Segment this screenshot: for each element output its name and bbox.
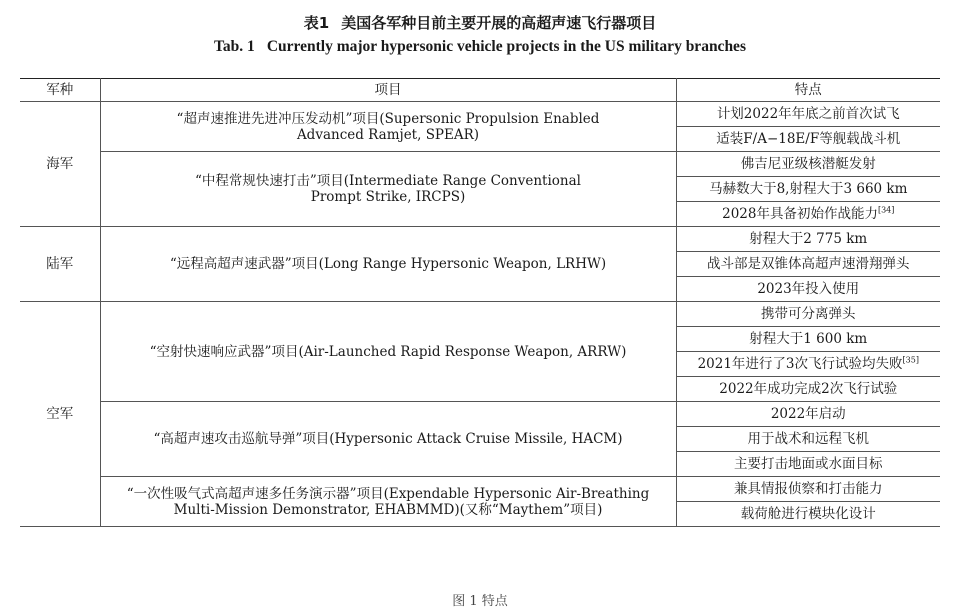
table-number-en: Tab. 1 [214, 38, 255, 55]
table-number-cn: 表1 [303, 14, 330, 32]
header-features: 特点 [676, 79, 940, 102]
table-row [20, 477, 940, 502]
project-name-line: “高超声速攻击巡航导弹”项目(Hypersonic Attack Cruise Missile, HACM) [153, 431, 623, 447]
feature-cell [676, 377, 940, 402]
table-row [20, 227, 940, 252]
feature-text: 射程大于1 600 km [749, 331, 868, 347]
header-project: 项目 [100, 79, 676, 102]
branch-cell: 海军 [20, 102, 100, 227]
project-name-line: Multi-Mission Demonstrator, EHABMMD)(又称“Maythem”项目) [173, 501, 603, 518]
project-cell [100, 477, 676, 527]
feature-cell [676, 227, 940, 252]
project-cell [100, 227, 676, 302]
feature-text: 射程大于2 775 km [749, 231, 868, 247]
projects-table [20, 78, 940, 527]
feature-text: 用于战术和远程飞机 [747, 431, 869, 447]
feature-cell [676, 327, 940, 352]
feature-text: 马赫数大于8,射程大于3 660 km [709, 181, 908, 197]
feature-cell [676, 277, 940, 302]
citation-ref: [34] [877, 205, 895, 215]
feature-cell [676, 102, 940, 127]
feature-cell [676, 152, 940, 177]
feature-text: 2022年成功完成2次飞行试验 [719, 381, 898, 397]
project-cell [100, 102, 676, 152]
feature-text: 携带可分离弹头 [761, 306, 856, 322]
table-title-en [0, 38, 960, 56]
feature-cell [676, 177, 940, 202]
project-cell [100, 302, 676, 402]
table-title-cn [0, 12, 960, 33]
feature-text: 2023年投入使用 [757, 281, 860, 297]
feature-text: 计划2022年年底之前首次试飞 [716, 106, 900, 122]
feature-cell [676, 427, 940, 452]
feature-cell [676, 202, 940, 227]
feature-cell [676, 127, 940, 152]
feature-text: 2021年进行了3次飞行试验均失败 [697, 356, 903, 372]
project-name-line: Prompt Strike, IRCPS) [310, 189, 466, 205]
feature-text: 战斗部是双锥体高超声速滑翔弹头 [707, 256, 910, 272]
table-row [20, 402, 940, 427]
feature-cell [676, 352, 940, 377]
table-header-row [20, 79, 940, 102]
citation-ref: [35] [902, 355, 919, 365]
feature-cell [676, 252, 940, 277]
feature-text: 2022年启动 [770, 406, 846, 422]
header-branch: 军种 [20, 79, 100, 102]
table-body [20, 102, 940, 527]
table-title-en-text: Currently major hypersonic vehicle projects in the US military branches [266, 38, 746, 55]
feature-text: 兼具情报侦察和打击能力 [734, 481, 883, 497]
feature-cell [676, 302, 940, 327]
feature-text: 2028年具备初始作战能力 [722, 206, 878, 222]
feature-text: 载荷舱进行模块化设计 [740, 506, 876, 522]
feature-cell [676, 452, 940, 477]
feature-cell [676, 477, 940, 502]
project-name-line: “远程高超声速武器”项目(Long Range Hypersonic Weapon, LRHW) [169, 256, 607, 272]
branch-cell: 陆军 [20, 227, 100, 302]
feature-text: 佛吉尼亚级核潜艇发射 [740, 156, 876, 172]
table-title-cn-text: 美国各军种目前主要开展的高超声速飞行器项目 [341, 14, 657, 32]
feature-text: 适装F/A−18E/F等舰载战斗机 [716, 131, 901, 147]
project-name-line: “中程常规快速打击”项目(Intermediate Range Conventional [194, 173, 581, 189]
project-cell [100, 402, 676, 477]
project-name-line: “空射快速响应武器”项目(Air-Launched Rapid Response Weapon, ARRW) [149, 343, 627, 360]
next-figure-caption-fragment: 图 1 特点 [452, 594, 508, 609]
feature-text: 主要打击地面或水面目标 [734, 456, 883, 472]
project-name-line: Advanced Ramjet, SPEAR) [296, 126, 480, 143]
table-row [20, 152, 940, 177]
project-name-line: “一次性吸气式高超声速多任务演示器”项目(Expendable Hypersonic Air-Breathing [126, 485, 650, 502]
feature-cell [676, 402, 940, 427]
branch-cell: 空军 [20, 302, 100, 527]
table-row [20, 102, 940, 127]
project-cell [100, 152, 676, 227]
feature-cell [676, 502, 940, 527]
project-name-line: “超声速推进先进冲压发动机”项目(Supersonic Propulsion Enabled [176, 110, 600, 127]
table-row [20, 302, 940, 327]
